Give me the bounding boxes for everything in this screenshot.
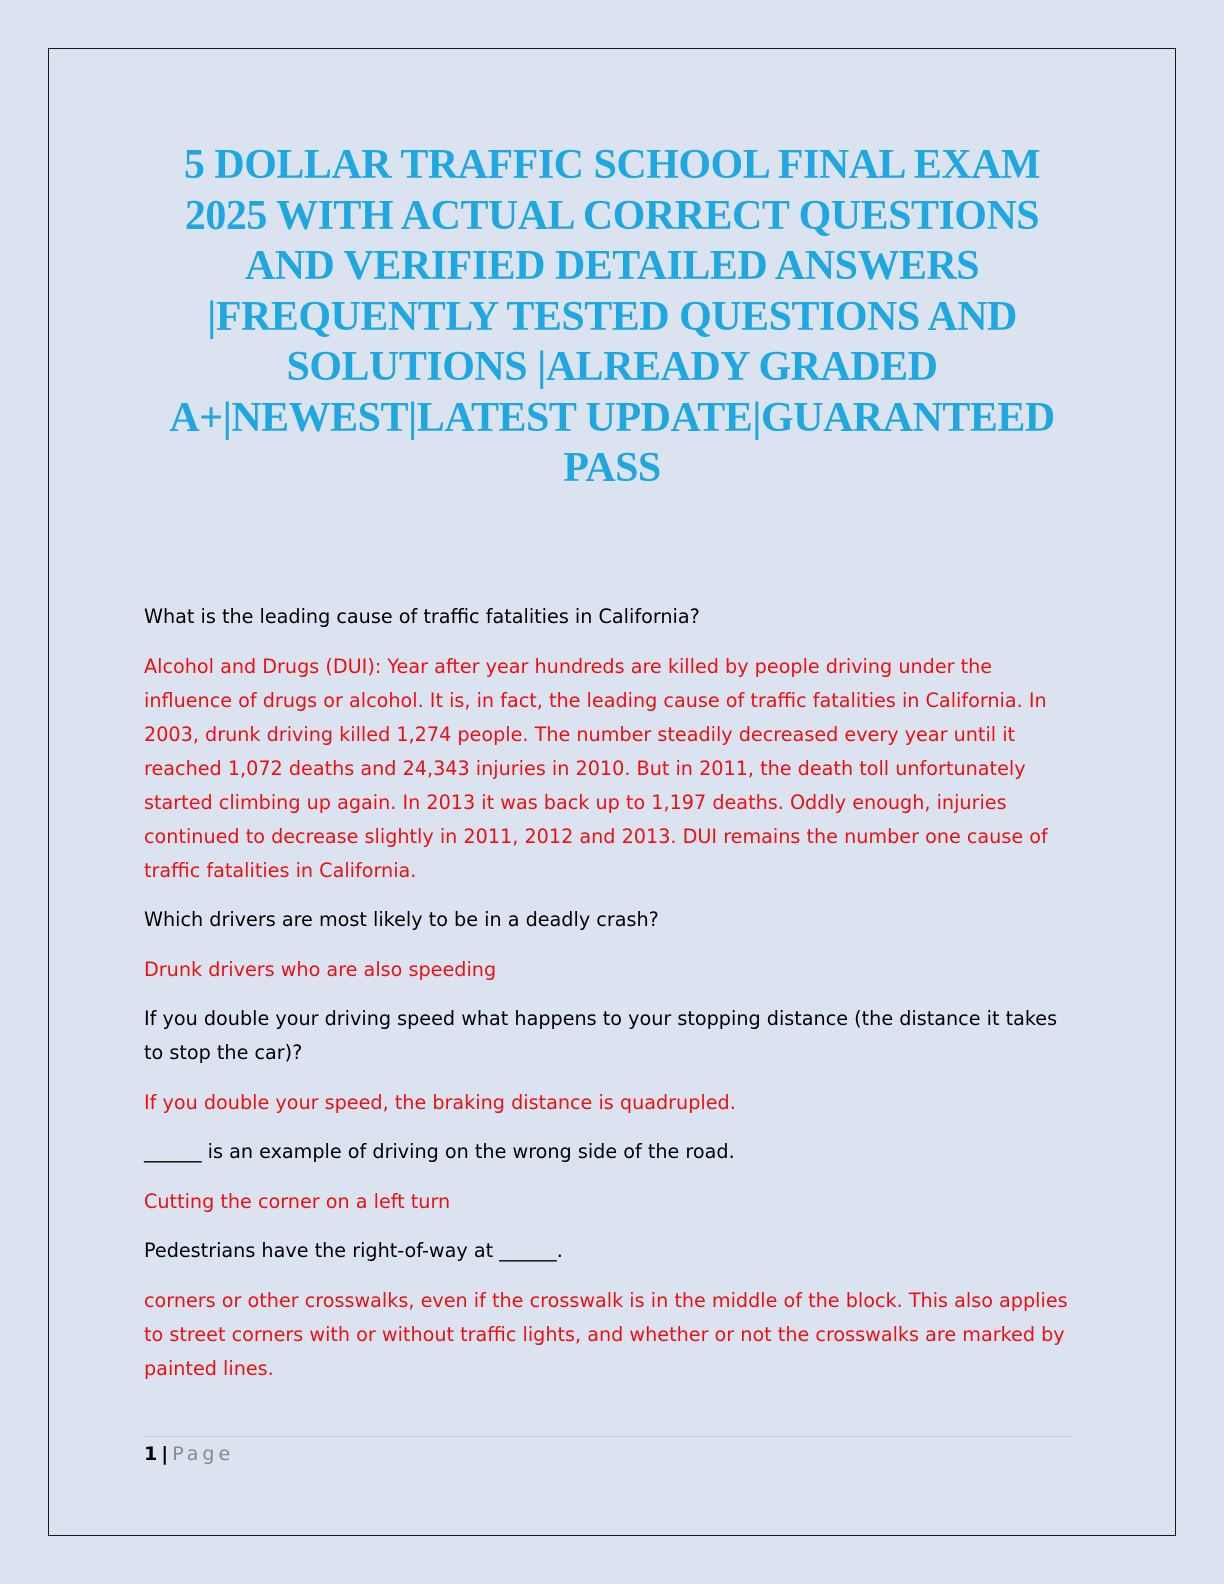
question-text: What is the leading cause of traffic fatalities in California? bbox=[144, 605, 700, 628]
document-title bbox=[120, 140, 1104, 494]
answer-text: If you double your speed, the braking distance is quadrupled. bbox=[144, 1090, 736, 1114]
page-footer bbox=[144, 1440, 234, 1468]
question-text: ______ is an example of driving on the wrong side of the road. bbox=[144, 1140, 735, 1163]
title-line: 2025 WITH ACTUAL CORRECT QUESTIONS bbox=[184, 192, 1040, 239]
answer-text: corners or other crosswalks, even if the crosswalk is in the middle of the block. This also applies to street corners with or without traffic lights, and whether or not the crosswalks are marked by painted lines. bbox=[144, 1288, 1068, 1380]
title-line: 5 DOLLAR TRAFFIC SCHOOL FINAL EXAM bbox=[183, 142, 1041, 188]
answer-text: Alcohol and Drugs (DUI): Year after year hundreds are killed by people driving under the influence of drugs or alcohol. It is, in fact, the leading cause of traffic fatalities in California. In 2003, drunk driving killed 1,274 people. The number steadily decreased every year until it reached 1,072 deaths and 24,343 injuries in 2010. But in 2011, the death toll unfortunately started climbing up again. In 2013 it was back up to 1,197 deaths. Oddly enough, injuries continued to decrease slightly in 2011, 2012 and 2013. DUI remains the number one cause of traffic fatalities in California. bbox=[144, 654, 1048, 882]
question-text: If you double your driving speed what happens to your stopping distance (the distance it takes to stop the car)? bbox=[144, 1007, 1058, 1064]
answer-text: Drunk drivers who are also speeding bbox=[144, 957, 497, 981]
footer-separator: | bbox=[161, 1443, 169, 1465]
title-line: AND VERIFIED DETAILED ANSWERS bbox=[244, 243, 980, 289]
page-label: Page bbox=[172, 1443, 235, 1465]
page-number: 1 bbox=[144, 1443, 158, 1465]
footer-divider bbox=[144, 1436, 1074, 1437]
title-line: PASS bbox=[563, 445, 661, 491]
answer-text: Cutting the corner on a left turn bbox=[144, 1189, 451, 1213]
question-text: Which drivers are most likely to be in a deadly crash? bbox=[144, 908, 659, 931]
title-line: A+|NEWEST|LATEST UPDATE|GUARANTEED bbox=[169, 394, 1055, 441]
qa-list bbox=[144, 600, 1080, 1401]
title-line: SOLUTIONS |ALREADY GRADED bbox=[286, 344, 938, 390]
question-text: Pedestrians have the right-of-way at ______. bbox=[144, 1239, 563, 1262]
title-line: |FREQUENTLY TESTED QUESTIONS AND bbox=[207, 293, 1017, 340]
